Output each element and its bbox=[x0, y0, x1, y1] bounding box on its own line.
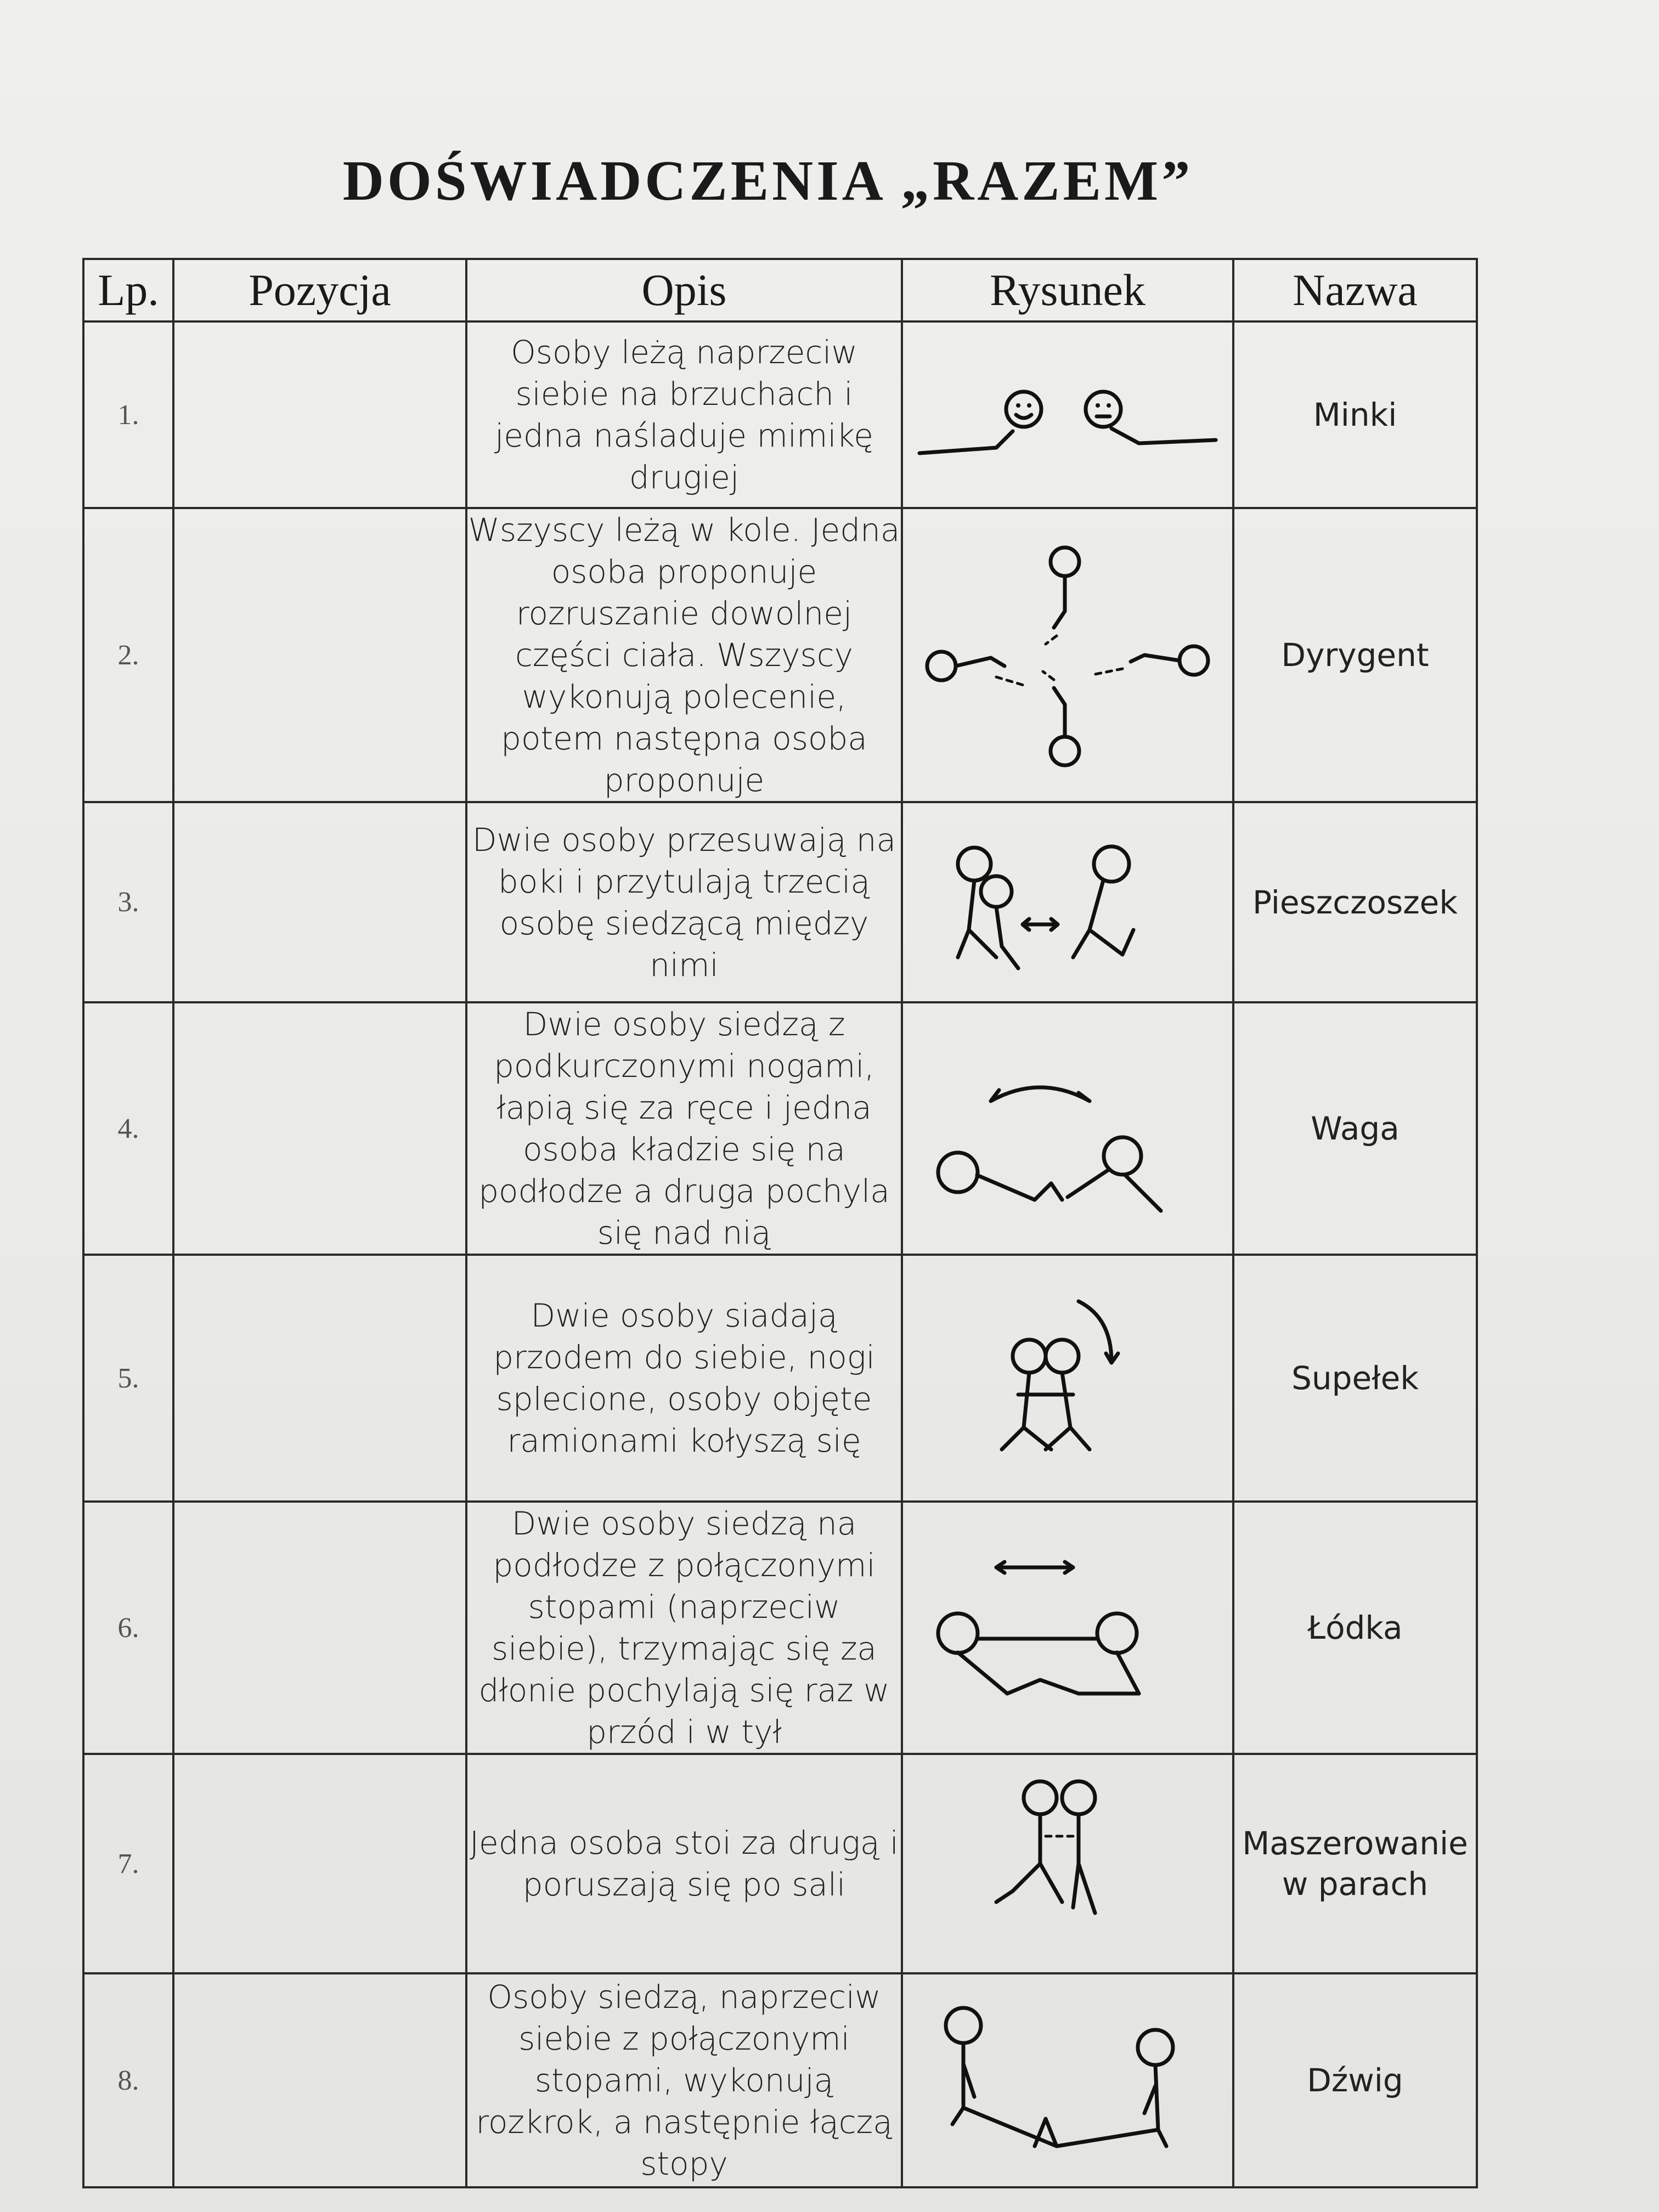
table-row bbox=[83, 1255, 1477, 1502]
row-number: 8. bbox=[83, 1973, 173, 2187]
row-number: 2. bbox=[83, 508, 173, 802]
opis-cell: Dwie osoby siadają przodem do siebie, nogi splecione, osoby objęte ramionami kołyszą się bbox=[466, 1255, 902, 1502]
two-people-lying-faces-icon bbox=[914, 349, 1221, 481]
rysunek-cell bbox=[902, 1255, 1233, 1502]
table-header-row bbox=[83, 259, 1477, 321]
table-row bbox=[83, 1754, 1477, 1973]
header-lp: Lp. bbox=[83, 259, 173, 321]
rysunek-cell bbox=[902, 508, 1233, 802]
nazwa-cell: Waga bbox=[1233, 1002, 1477, 1255]
opis-cell: Wszyscy leżą w kole. Jedna osoba proponuje rozruszanie dowolnej części ciała. Wszyscy wykonują polecenie, potem następna osoba proponuje bbox=[466, 508, 902, 802]
opis-cell: Jedna osoba stoi za drugą i poruszają się po sali bbox=[466, 1754, 902, 1973]
table-row bbox=[83, 1502, 1477, 1754]
opis-cell: Dwie osoby siedzą z podkurczonymi nogami, łapią się za ręce i jedna osoba kładzie się na podłodze a druga pochyla się nad nią bbox=[466, 1002, 902, 1255]
header-pozycja: Pozycja bbox=[173, 259, 466, 321]
row-number: 1. bbox=[83, 321, 173, 508]
pozycja-cell bbox=[173, 1255, 466, 1502]
table-row bbox=[83, 1002, 1477, 1255]
rysunek-cell bbox=[902, 1754, 1233, 1973]
row-number: 5. bbox=[83, 1255, 173, 1502]
opis-cell: Dwie osoby przesuwają na boki i przytulają trzecią osobę siedzącą między nimi bbox=[466, 802, 902, 1002]
rysunek-cell bbox=[902, 1973, 1233, 2187]
page-title: DOŚWIADCZENIA „RAZEM” bbox=[342, 149, 1194, 212]
table-row bbox=[83, 802, 1477, 1002]
two-people-marching-icon bbox=[914, 1765, 1221, 1962]
nazwa-cell: Dyrygent bbox=[1233, 508, 1477, 802]
two-people-embrace-icon bbox=[914, 1268, 1221, 1488]
nazwa-cell: Dźwig bbox=[1233, 1973, 1477, 2187]
pozycja-cell bbox=[173, 1754, 466, 1973]
pozycja-cell bbox=[173, 1973, 466, 2187]
rysunek-cell bbox=[902, 321, 1233, 508]
row-number: 4. bbox=[83, 1002, 173, 1255]
seesaw-people-icon bbox=[914, 1024, 1221, 1233]
pozycja-cell bbox=[173, 1002, 466, 1255]
opis-cell: Dwie osoby siedzą na podłodze z połączonymi stopami (naprzeciw siebie), trzymając się za dłonie pochylają się raz w przód i w tył bbox=[466, 1502, 902, 1754]
row-number: 6. bbox=[83, 1502, 173, 1754]
table-row bbox=[83, 508, 1477, 802]
nazwa-cell: Pieszczoszek bbox=[1233, 802, 1477, 1002]
nazwa-cell: Łódka bbox=[1233, 1502, 1477, 1754]
row-number: 7. bbox=[83, 1754, 173, 1973]
header-nazwa: Nazwa bbox=[1233, 259, 1477, 321]
opis-cell: Osoby siedzą, naprzeciw siebie z połączonymi stopami, wykonują rozkrok, a następnie łączą stopy bbox=[466, 1973, 902, 2187]
four-people-circle-icon bbox=[914, 540, 1221, 770]
exercises-table bbox=[82, 258, 1478, 2188]
header-rysunek: Rysunek bbox=[902, 259, 1233, 321]
row-number: 3. bbox=[83, 802, 173, 1002]
nazwa-cell: Supełek bbox=[1233, 1255, 1477, 1502]
table-row bbox=[83, 1973, 1477, 2187]
table-row bbox=[83, 321, 1477, 508]
three-people-hug-icon bbox=[914, 820, 1221, 985]
rowing-boat-people-icon bbox=[914, 1518, 1221, 1737]
pozycja-cell bbox=[173, 1502, 466, 1754]
pozycja-cell bbox=[173, 321, 466, 508]
nazwa-cell: Minki bbox=[1233, 321, 1477, 508]
two-people-legs-apart-icon bbox=[914, 1982, 1221, 2179]
pozycja-cell bbox=[173, 802, 466, 1002]
nazwa-cell: Maszerowanie w parach bbox=[1233, 1754, 1477, 1973]
rysunek-cell bbox=[902, 802, 1233, 1002]
rysunek-cell bbox=[902, 1502, 1233, 1754]
header-opis: Opis bbox=[466, 259, 902, 321]
pozycja-cell bbox=[173, 508, 466, 802]
rysunek-cell bbox=[902, 1002, 1233, 1255]
opis-cell: Osoby leżą naprzeciw siebie na brzuchach i jedna naśladuje mimikę drugiej bbox=[466, 321, 902, 508]
